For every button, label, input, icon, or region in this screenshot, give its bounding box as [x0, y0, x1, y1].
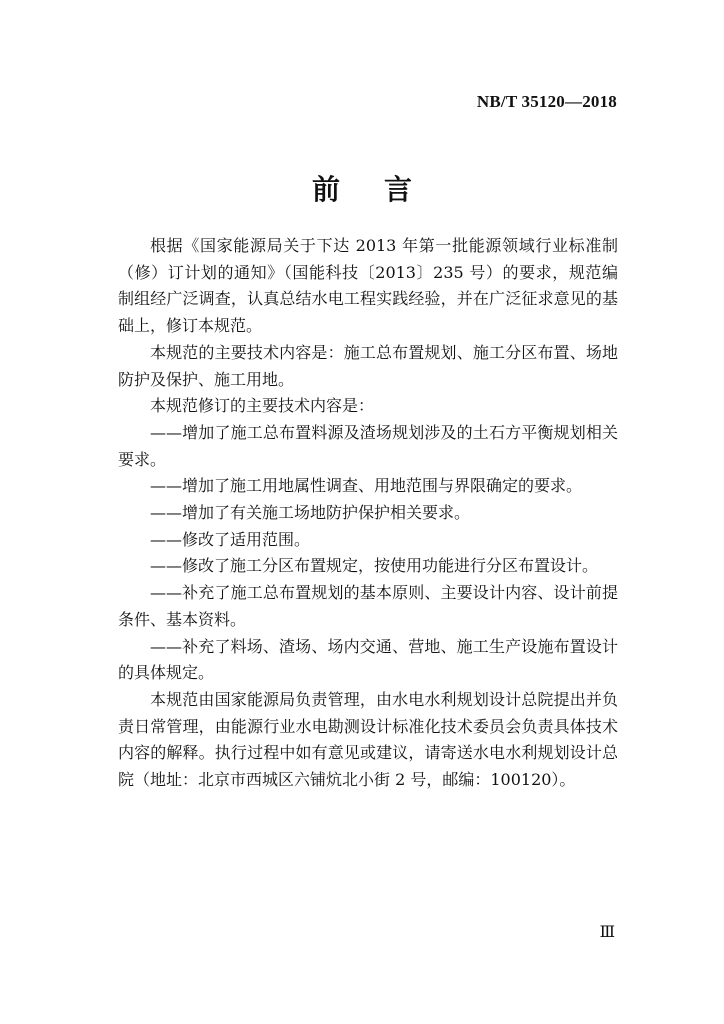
revision-item: ——修改了适用范围。: [150, 529, 311, 549]
revision-item: ——增加了有关施工场地防护保护相关要求。: [150, 503, 471, 523]
document-number: NB/T 35120—2018: [476, 92, 617, 111]
foreword-body: [118, 233, 618, 794]
paragraph-revision-intro: 本规范修订的主要技术内容是：: [150, 396, 375, 416]
paragraph-main-content: 本规范的主要技术内容是：施工总布置规划、施工分区布置、场地防护及保护、施工用地。: [118, 342, 618, 389]
paragraph-management: 本规范由国家能源局负责管理，由水电水利规划设计总院提出并负责日常管理，由能源行业水电勘测设计标准化技术委员会负责具体技术内容的解释。执行过程中如有意见或建议，请寄送水电水利规划设计总院（地址：北京市西城区六铺炕北小街 2 号，邮编：100120）。: [118, 689, 618, 790]
page-number: Ⅲ: [599, 924, 614, 941]
revision-item: ——补充了料场、渣场、场内交通、营地、施工生产设施布置设计的具体规定。: [118, 636, 618, 683]
revision-item: ——修改了施工分区布置规定，按使用功能进行分区布置设计。: [150, 556, 599, 576]
revision-item: ——增加了施工总布置料源及渣场规划涉及的土石方平衡规划相关要求。: [118, 422, 618, 469]
paragraph-background: 根据《国家能源局关于下达 2013 年第一批能源领域行业标准制（修）订计划的通知》（国能科技〔2013〕235 号）的要求，规范编制组经广泛调查，认真总结水电工程实践经验，并在广泛征求意见的基础上，修订本规范。: [118, 236, 618, 336]
revision-item: ——增加了施工用地属性调查、用地范围与界限确定的要求。: [150, 476, 583, 496]
revision-item: ——补充了施工总布置规划的基本原则、主要设计内容、设计前提条件、基本资料。: [118, 583, 618, 629]
page-title: 前言: [311, 173, 456, 206]
